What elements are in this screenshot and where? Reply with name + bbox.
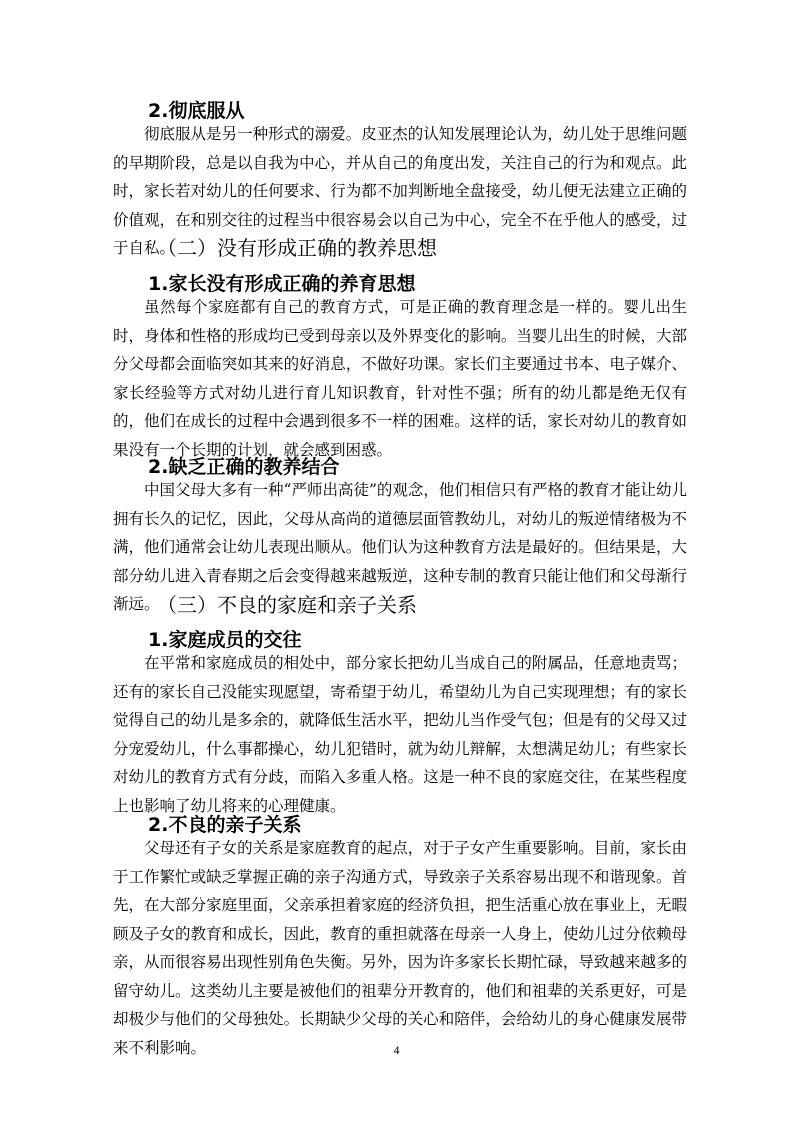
paragraph-bad-relationship: 父母还有子女的关系是家庭教育的起点，对于子女产生重要影响。目前，家长由于工作繁忙或缺乏掌握正确的亲子沟通方式，导致亲子关系容易出现不和谐现象。首先，在大部分家庭里面，父亲承担着家庭的经济负担，把生活重心放在事业上，无暇顾及子女的教育和成长，因此，教育的重担就落在母亲一人身上，使幼儿过分依赖母亲，从而很容易出现性别角色失衡。另外，因为许多家长长期忙碌，导致越来越多的留守幼儿。这类幼儿主要是被他们的祖辈分开教育的，他们和祖辈的关系更好，可是却极少与他们的父母独处。长期缺少父母的关心和陪伴，会给幼儿的身心健康发展带来不利影响。 bbox=[113, 839, 687, 1057]
heading-family-interaction: 1.家庭成员的交往 bbox=[148, 629, 302, 651]
heading-parenting-idea: 1.家长没有形成正确的养育思想 bbox=[148, 273, 416, 295]
paragraph-lack-combination: 中国父母大多有一种“严师出高徒”的观念，他们相信只有严格的教育才能让幼儿拥有长久的记忆，因此，父母从高尚的道德层面管教幼儿，对幼儿的叛逆情绪极为不满，他们通常会让幼儿表现出顺从。他们认为这种教育方法是最好的。但结果是，大部分幼儿进入青春期之后会变得越来越叛逆，这种专制的教育只能让他们和父母渐行渐远。 bbox=[113, 481, 687, 613]
page-number: 4 bbox=[393, 1043, 400, 1057]
paragraph-family-interaction: 在平常和家庭成员的相处中，部分家长把幼儿当成自己的附属品，任意地责骂；还有的家长自己没能实现愿望，寄希望于幼儿，希望幼儿为自己实现理想；有的家长觉得自己的幼儿是多余的，就降低生活水平，把幼儿当作受气包；但是有的父母又过分宠爱幼儿，什么事都操心，幼儿犯错时，就为幼儿辩解，太想满足幼儿；有些家长对幼儿的教育方式有分歧，而陷入多重人格。这是一种不良的家庭交往，在某些程度上也影响了幼儿将来的心理健康。 bbox=[113, 654, 687, 815]
paragraph-complete-obedience: 彻底服从是另一种形式的溺爱。皮亚杰的认知发展理论认为，幼儿处于思维问题的早期阶段，总是以自我为中心，并从自己的角度出发，关注自己的行为和观点。此时，家长若对幼儿的任何要求、行为都不加判断地全盘接受，幼儿便无法建立正确的价值观，在和别交往的过程当中很容易会以自己为中心，完全不在乎他人的感受，过于自私。 bbox=[113, 125, 687, 257]
heading-part-three: （三）不良的家庭和亲子关系 bbox=[157, 593, 417, 617]
heading-bad-relationship: 2.不良的亲子关系 bbox=[148, 814, 302, 836]
heading-lack-combination: 2.缺乏正确的教养结合 bbox=[148, 456, 340, 478]
heading-part-two: （二）没有形成正确的教养思想 bbox=[157, 236, 437, 260]
paragraph-parenting-idea: 虽然每个家庭都有自己的教育方式，可是正确的教育理念是一样的。婴儿出生时，身体和性格的形成均已受到母亲以及外界变化的影响。当婴儿出生的时候，大部分父母都会面临突如其来的好消息，不做好功课。家长们主要通过书本、电子媒介、家长经验等方式对幼儿进行育儿知识教育，针对性不强；所有的幼儿都是绝无仅有的，他们在成长的过程中会遇到很多不一样的困难。这样的话，家长对幼儿的教育如果没有一个长期的计划，就会感到困惑。 bbox=[113, 298, 687, 459]
heading-complete-obedience: 2.彻底服从 bbox=[148, 100, 245, 122]
